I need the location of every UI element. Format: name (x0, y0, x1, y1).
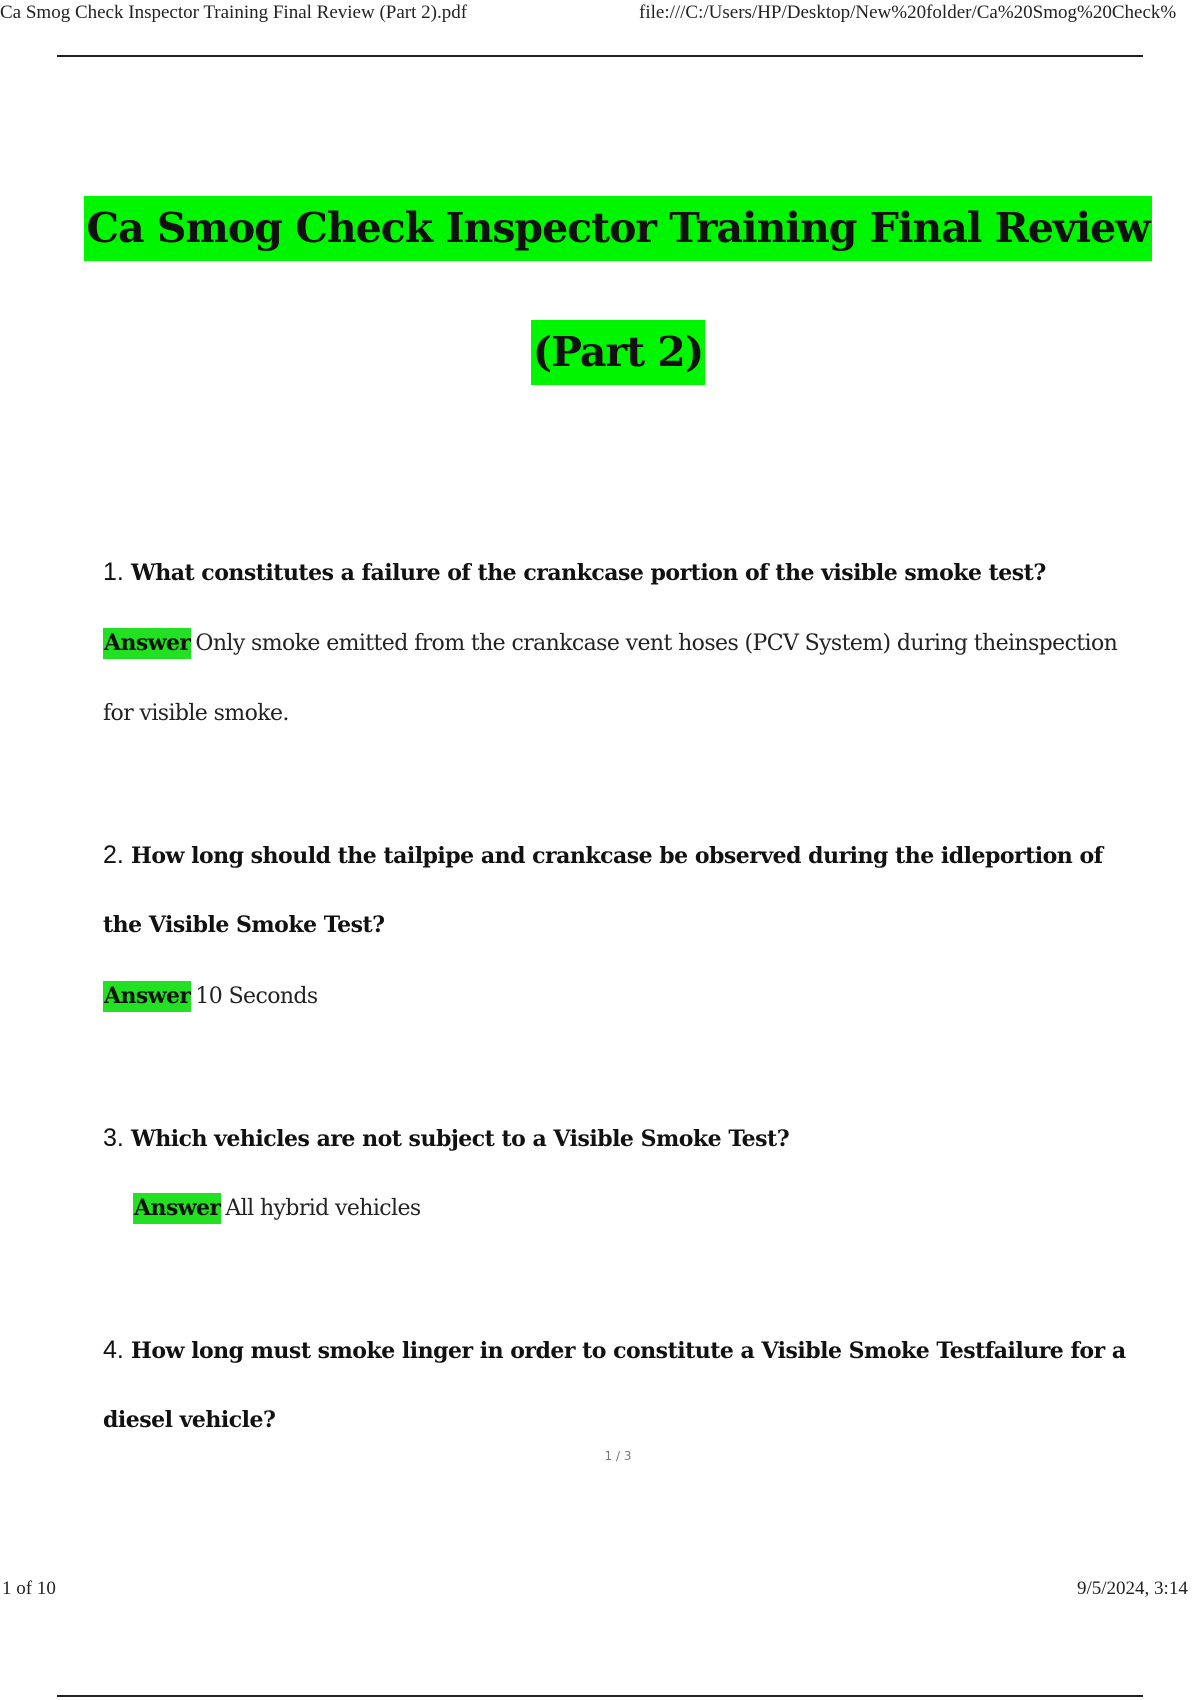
question-3 (103, 1124, 789, 1153)
question-text: What constitutes a failure of the crankcase portion of the visible smoke test? (131, 560, 1046, 586)
question-2 (103, 841, 1103, 870)
answer-1-continued (103, 701, 289, 726)
question-2-continued (103, 912, 385, 938)
header-divider (57, 55, 1143, 57)
question-number: 1. (103, 558, 124, 586)
answer-text: Only smoke emitted from the crankcase vent hoses (PCV System) during theinspection (195, 631, 1118, 656)
document-title (0, 204, 1200, 252)
answer-text: 10 Seconds (195, 984, 318, 1009)
document-title-line2: (Part 2) (531, 320, 705, 385)
question-text: How long should the tailpipe and crankcase be observed during the idleportion of (131, 843, 1103, 869)
print-header-doc-title: Ca Smog Check Inspector Training Final Review (Part 2).pdf (0, 2, 468, 23)
answer-1 (103, 630, 1117, 656)
answer-text: All hybrid vehicles (225, 1196, 421, 1221)
question-text: the Visible Smoke Test? (103, 912, 385, 938)
document-title-line1: Ca Smog Check Inspector Training Final Review (84, 196, 1151, 261)
answer-2 (103, 983, 318, 1009)
footer-divider (57, 1695, 1143, 1697)
question-4-continued (103, 1407, 275, 1433)
print-footer-datetime: 9/5/2024, 3:14 (1077, 1578, 1188, 1599)
answer-3 (133, 1195, 421, 1221)
question-4 (103, 1336, 1126, 1365)
question-number: 4. (103, 1336, 124, 1364)
answer-label: Answer (133, 1193, 221, 1224)
answer-text: for visible smoke. (103, 701, 289, 726)
answer-label: Answer (103, 628, 191, 659)
question-number: 2. (103, 841, 124, 869)
question-text: diesel vehicle? (103, 1407, 276, 1433)
question-number: 3. (103, 1124, 124, 1152)
question-1 (103, 558, 1046, 587)
pdf-page-indicator: 1 / 3 (604, 1449, 632, 1463)
answer-label: Answer (103, 981, 191, 1012)
print-footer-page-count: 1 of 10 (2, 1578, 56, 1599)
question-text: How long must smoke linger in order to constitute a Visible Smoke Testfailure for a (131, 1338, 1126, 1364)
question-text: Which vehicles are not subject to a Visible Smoke Test? (131, 1126, 790, 1152)
print-header-url: file:///C:/Users/HP/Desktop/New%20folder/Ca%20Smog%20Check% (639, 2, 1177, 23)
document-title-part (0, 328, 1200, 376)
